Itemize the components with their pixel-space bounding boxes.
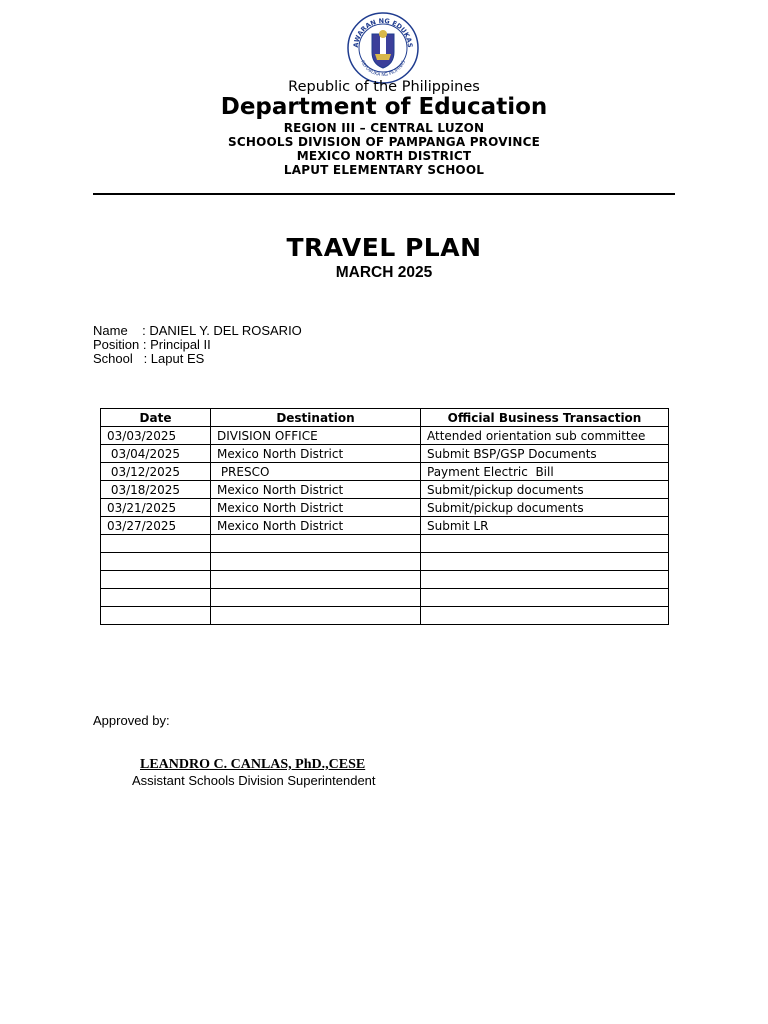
- destination-cell: Mexico North District: [211, 499, 421, 517]
- deped-seal-logo: [347, 12, 419, 84]
- department-heading: Department of Education: [220, 94, 548, 120]
- transaction-cell: [421, 553, 669, 571]
- seal-text-top: AWARAN NG EDUKAS: [351, 16, 415, 49]
- date-cell: [101, 607, 211, 625]
- school-info-line: School : Laput ES: [93, 351, 205, 366]
- table-row: [101, 535, 669, 553]
- destination-cell: Mexico North District: [211, 517, 421, 535]
- destination-cell: PRESCO: [211, 463, 421, 481]
- division-line: SCHOOLS DIVISION OF PAMPANGA PROVINCE: [227, 135, 541, 149]
- transaction-cell: Submit/pickup documents: [421, 499, 669, 517]
- date-cell: 03/04/2025: [101, 445, 211, 463]
- column-header-transaction: Official Business Transaction: [421, 409, 669, 427]
- destination-cell: DIVISION OFFICE: [211, 427, 421, 445]
- date-cell: [101, 535, 211, 553]
- date-cell: 03/12/2025: [101, 463, 211, 481]
- table-row: [101, 499, 669, 517]
- region-line: REGION III – CENTRAL LUZON: [283, 121, 485, 135]
- transaction-cell: Attended orientation sub committee: [421, 427, 669, 445]
- table-row: [101, 589, 669, 607]
- transaction-cell: [421, 589, 669, 607]
- destination-cell: [211, 571, 421, 589]
- destination-cell: Mexico North District: [211, 481, 421, 499]
- header-divider: [93, 193, 675, 195]
- table-row: [101, 427, 669, 445]
- transaction-cell: Payment Electric Bill: [421, 463, 669, 481]
- travel-plan-table: [100, 408, 669, 625]
- seal-text-bottom: REPUBLIKA NG PILIPINAS: [359, 59, 407, 79]
- transaction-cell: [421, 607, 669, 625]
- column-header-destination: Destination: [211, 409, 421, 427]
- document-period: MARCH 2025: [335, 264, 433, 281]
- destination-cell: Mexico North District: [211, 445, 421, 463]
- transaction-cell: [421, 535, 669, 553]
- table-row: [101, 481, 669, 499]
- signer-title: Assistant Schools Division Superintendent: [132, 773, 376, 788]
- date-cell: [101, 589, 211, 607]
- table-row: [101, 463, 669, 481]
- date-cell: [101, 553, 211, 571]
- column-header-date: Date: [101, 409, 211, 427]
- table-row: [101, 445, 669, 463]
- transaction-cell: Submit LR: [421, 517, 669, 535]
- republic-heading: Republic of the Philippines: [288, 79, 480, 95]
- document-title: TRAVEL PLAN: [286, 233, 482, 262]
- position-line: Position : Principal II: [93, 337, 211, 352]
- destination-cell: [211, 553, 421, 571]
- name-line: Name : DANIEL Y. DEL ROSARIO: [93, 323, 302, 338]
- signer-name: LEANDRO C. CANLAS, PhD.,CESE: [140, 757, 366, 772]
- destination-cell: [211, 607, 421, 625]
- transaction-cell: [421, 571, 669, 589]
- table-row: [101, 571, 669, 589]
- date-cell: 03/21/2025: [101, 499, 211, 517]
- table-header-row: [101, 409, 669, 427]
- date-cell: 03/03/2025: [101, 427, 211, 445]
- school-line: LAPUT ELEMENTARY SCHOOL: [283, 163, 485, 177]
- transaction-cell: Submit BSP/GSP Documents: [421, 445, 669, 463]
- table-row: [101, 553, 669, 571]
- date-cell: [101, 571, 211, 589]
- approved-by-label: Approved by:: [93, 713, 170, 728]
- table-row: [101, 607, 669, 625]
- destination-cell: [211, 535, 421, 553]
- date-cell: 03/18/2025: [101, 481, 211, 499]
- district-line: MEXICO NORTH DISTRICT: [296, 149, 472, 163]
- table-row: [101, 517, 669, 535]
- table-body: [101, 427, 669, 625]
- seal-icon: [347, 12, 419, 84]
- destination-cell: [211, 589, 421, 607]
- transaction-cell: Submit/pickup documents: [421, 481, 669, 499]
- date-cell: 03/27/2025: [101, 517, 211, 535]
